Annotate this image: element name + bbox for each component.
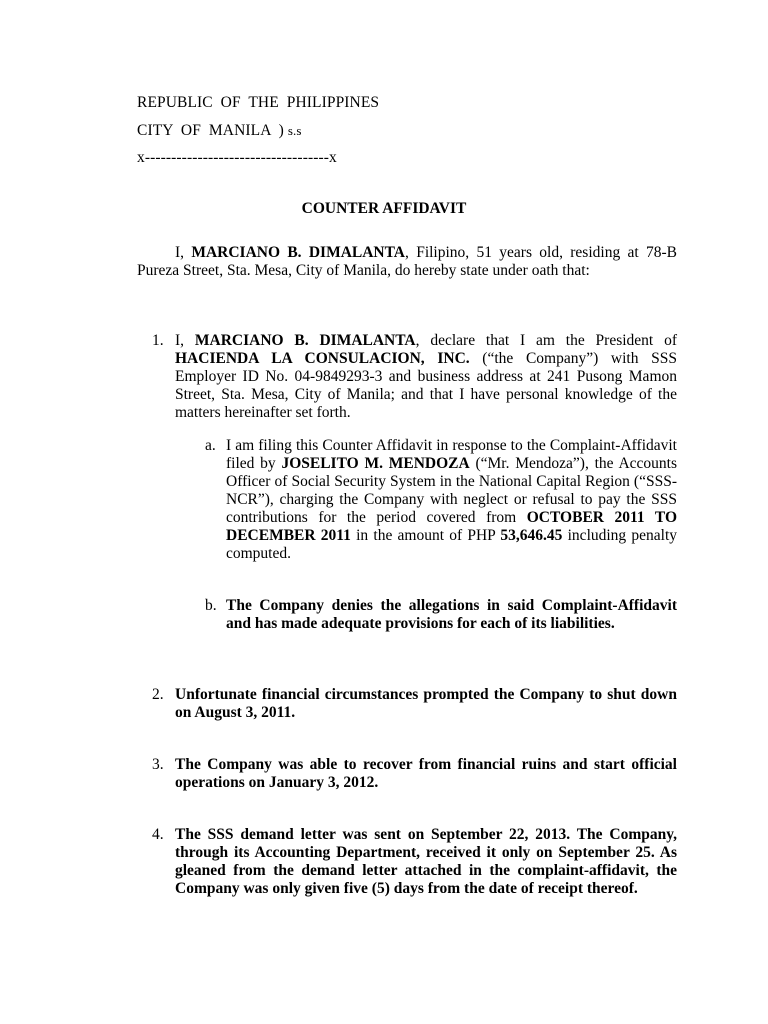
item-3-text: The Company was able to recover from financial ruins and start official operations on January 3, 2012. <box>175 756 677 791</box>
sub-item-a-text-1: I am filing this Counter Affidavit in response to the Complaint-Affidavit filed by <box>226 437 677 472</box>
sub-item-a <box>205 437 677 563</box>
sub-item-b-text: The Company denies the allegations in said Complaint-Affidavit and has made adequate provisions for each of its liabilities. <box>226 597 677 632</box>
numbered-item-4 <box>152 826 677 898</box>
document-title: COUNTER AFFIDAVIT <box>301 200 467 217</box>
sub-item-letter: b. <box>205 597 217 614</box>
item-1-affiant-name: MARCIANO B. DIMALANTA <box>194 332 416 349</box>
complainant-name: JOSELITO M. MENDOZA <box>281 455 470 472</box>
sub-item-letter: a. <box>205 437 216 454</box>
item-1-text-2: , declare that I am the President of <box>415 332 677 349</box>
intro-affiant-name: MARCIANO B. DIMALANTA <box>191 244 406 261</box>
item-1-text <box>175 332 677 422</box>
item-2-text: Unfortunate financial circumstances prompted the Company to shut down on August 3, 2011. <box>175 686 677 721</box>
header-city-label: CITY OF MANILA ) <box>137 122 288 139</box>
intro-text-2: , Filipino, 51 years old, residing at 78-B Pureza Street, Sta. Mesa, City of Manila, do hereby state under oath that: <box>137 244 677 279</box>
header-city <box>137 122 302 140</box>
item-number: 2. <box>152 686 164 703</box>
item-1-company-name: HACIENDA LA CONSULACION, INC. <box>175 350 470 367</box>
item-number: 3. <box>152 756 164 773</box>
sub-item-b <box>205 597 677 633</box>
numbered-item-1 <box>152 332 677 422</box>
header-republic: REPUBLIC OF THE PHILIPPINES <box>137 94 380 111</box>
item-4-text: The SSS demand letter was sent on September 22, 2013. The Company, through its Accounting Department, received it only on September 25. As gleaned from the demand letter attached in the complaint-affidavit, the Company was only given five (5) days from the date of receipt thereof. <box>175 826 677 897</box>
sub-item-a-text-2: (“Mr. Mendoza”), the Accounts Officer of Social Security System in the National Capital Region (“SSS-NCR”), charging the Company with neglect or refusal to pay the SSS contributions for the period covered from <box>226 455 678 526</box>
intro-text-1: I, <box>175 244 192 261</box>
intro-paragraph <box>137 244 677 280</box>
sub-item-a-text-3: in the amount of PHP <box>350 527 501 544</box>
item-number: 1. <box>152 332 164 349</box>
numbered-item-3 <box>152 756 677 792</box>
numbered-item-2 <box>152 686 677 722</box>
amount-due: 53,646.45 <box>500 527 563 544</box>
period-covered: OCTOBER 2011 TO DECEMBER 2011 <box>226 509 677 544</box>
header-separator: x-----------------------------------x <box>137 149 337 166</box>
item-number: 4. <box>152 826 164 843</box>
item-1-text-3: (“the Company”) with SSS Employer ID No. 04-9849293-3 and business address at 241 Pusong Mamon Street, Sta. Mesa, City of Manila; and that I have personal knowledge of the matters hereinafter set forth. <box>175 350 677 421</box>
item-1-text-1: I, <box>175 332 195 349</box>
sub-item-a-text <box>226 437 677 563</box>
header-ss: s.s <box>287 123 302 138</box>
sub-item-a-text-4: including penalty computed. <box>226 527 678 562</box>
